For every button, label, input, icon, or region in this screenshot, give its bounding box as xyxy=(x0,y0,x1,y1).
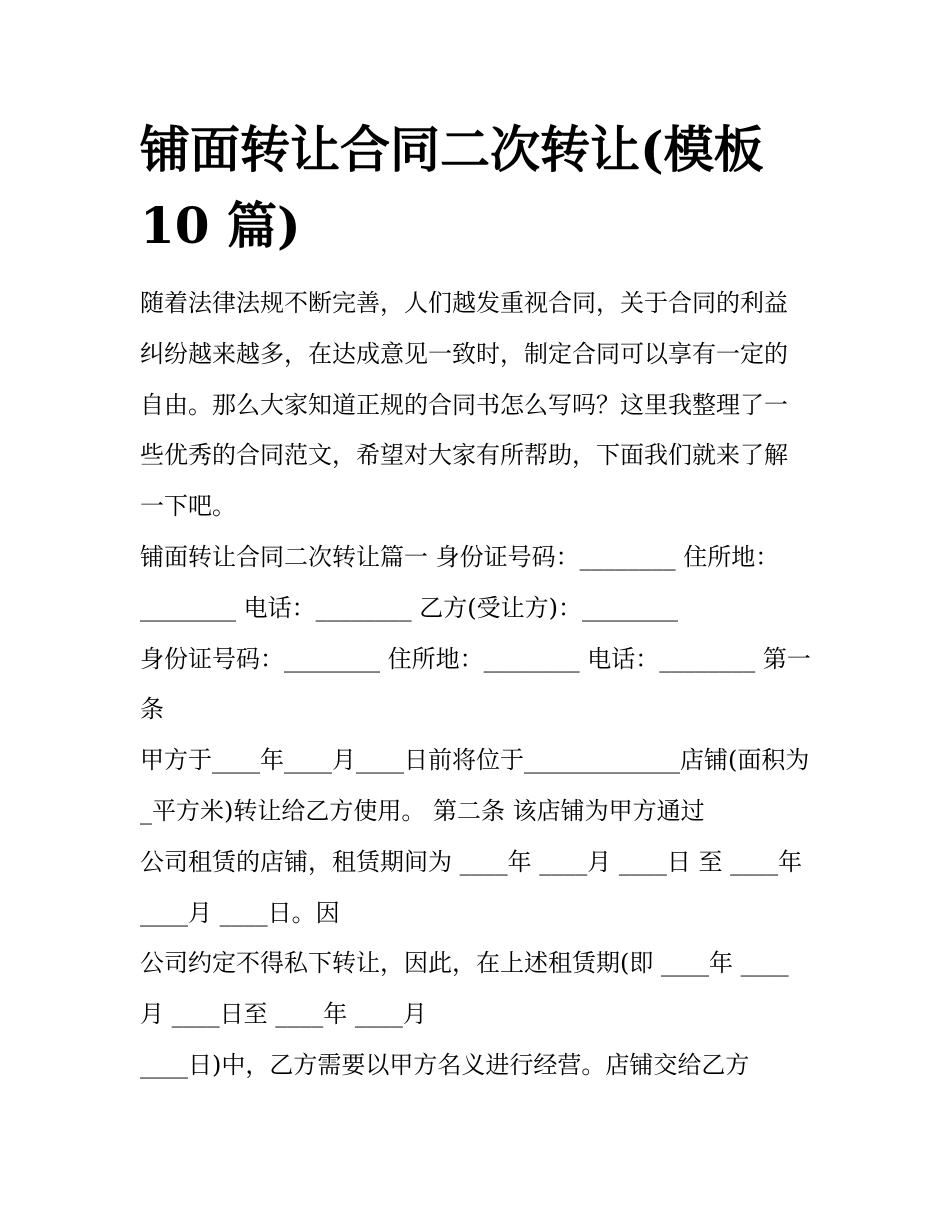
body-line: 条 xyxy=(140,695,164,724)
body-line: 纠纷越来越多，在达成意见一致时，制定合同可以享有一定的 xyxy=(140,339,788,368)
body-line: 公司租赁的店铺，租赁期间为 ____年 ____月 ____日 至 ____年 xyxy=(140,847,803,876)
title-line: 铺面转让合同二次转让(模板 xyxy=(140,120,764,179)
body-line: ________ 电话：________ 乙方(受让方)：________ xyxy=(140,593,678,622)
document-title xyxy=(140,112,820,264)
body-line: _平方米)转让给乙方使用。 第二条 该店铺为甲方通过 xyxy=(140,796,705,825)
body-line: 随着法律法规不断完善，人们越发重视合同，关于合同的利益 xyxy=(140,289,788,317)
document-body xyxy=(140,278,820,1091)
body-line: ____日)中，乙方需要以甲方名义进行经营。店铺交给乙方 xyxy=(140,1050,750,1079)
body-line: ____月 ____日。因 xyxy=(140,898,340,927)
body-line: 甲方于____年____月____日前将位于_____________店铺(面积为 xyxy=(140,746,810,775)
body-line: 铺面转让合同二次转让篇一 身份证号码：________ 住所地： xyxy=(140,542,780,571)
body-line: 公司约定不得私下转让，因此，在上述租赁期(即 ____年 ____ xyxy=(140,949,789,978)
title-line: 10 篇) xyxy=(140,196,301,255)
body-line: 月 ____日至 ____年 ____月 xyxy=(140,1000,427,1029)
body-line: 一下吧。 xyxy=(140,492,236,521)
body-line: 身份证号码：________ 住所地：________ 电话：________ 第一 xyxy=(140,644,811,673)
body-line: 自由。那么大家知道正规的合同书怎么写吗？这里我整理了一 xyxy=(140,390,788,419)
body-line: 些优秀的合同范文，希望对大家有所帮助，下面我们就来了解 xyxy=(140,441,788,470)
